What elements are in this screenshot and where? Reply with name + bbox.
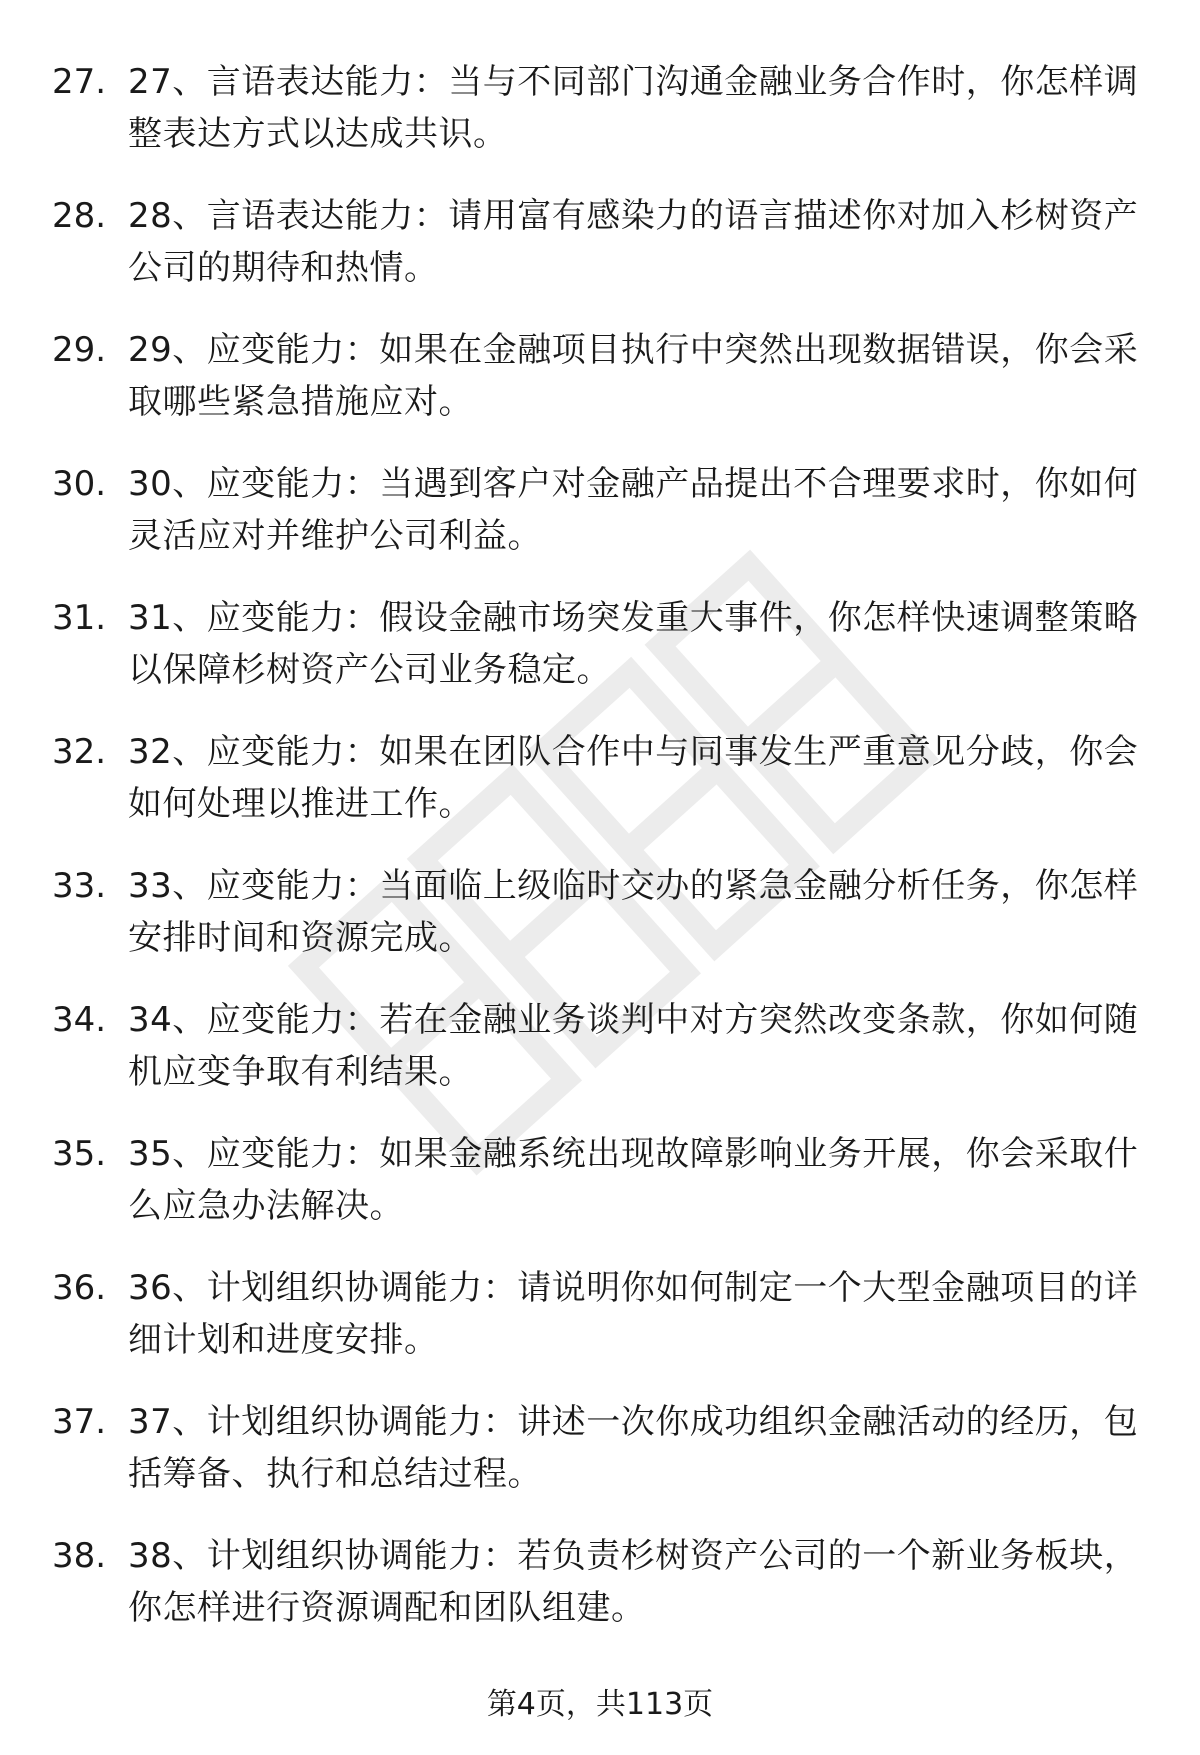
question-text: 36、计划组织协调能力：请说明你如何制定一个大型金融项目的详细计划和进度安排。 [128,1268,1139,1360]
question-text: 38、计划组织协调能力：若负责杉树资产公司的一个新业务板块，你怎样进行资源调配和团队组建。 [128,1536,1139,1628]
question-number: 28. [52,196,107,236]
question-item [0,1396,1200,1530]
question-number: 30. [52,464,107,504]
question-item [0,458,1200,592]
question-text: 32、应变能力：如果在团队合作中与同事发生严重意见分歧，你会如何处理以推进工作。 [128,732,1139,824]
question-text: 31、应变能力：假设金融市场突发重大事件，你怎样快速调整策略以保障杉树资产公司业务稳定。 [128,598,1139,690]
question-item [0,1530,1200,1664]
question-text: 33、应变能力：当面临上级临时交办的紧急金融分析任务，你怎样安排时间和资源完成。 [128,866,1139,958]
question-text: 30、应变能力：当遇到客户对金融产品提出不合理要求时，你如何灵活应对并维护公司利益。 [128,464,1139,556]
question-number: 35. [52,1134,107,1174]
question-list [0,56,1200,1664]
question-text: 34、应变能力：若在金融业务谈判中对方突然改变条款，你如何随机应变争取有利结果。 [128,1000,1139,1092]
question-item [0,994,1200,1128]
page-footer: 第4页，共113页 [486,1687,714,1722]
question-item [0,1262,1200,1396]
question-item [0,1128,1200,1262]
question-number: 38. [52,1536,107,1576]
question-item [0,860,1200,994]
question-item [0,592,1200,726]
question-number: 33. [52,866,107,906]
question-number: 37. [52,1402,107,1442]
question-number: 34. [52,1000,107,1040]
question-item [0,324,1200,458]
question-item [0,56,1200,190]
question-number: 29. [52,330,107,370]
question-text: 28、言语表达能力：请用富有感染力的语言描述你对加入杉树资产公司的期待和热情。 [128,196,1139,288]
question-text: 35、应变能力：如果金融系统出现故障影响业务开展，你会采取什么应急办法解决。 [128,1134,1139,1226]
question-text: 27、言语表达能力：当与不同部门沟通金融业务合作时，你怎样调整表达方式以达成共识。 [128,62,1139,154]
question-item [0,190,1200,324]
question-number: 27. [52,62,107,102]
question-number: 32. [52,732,107,772]
question-number: 31. [52,598,107,638]
question-text: 29、应变能力：如果在金融项目执行中突然出现数据错误，你会采取哪些紧急措施应对。 [128,330,1139,422]
question-number: 36. [52,1268,107,1308]
question-item [0,726,1200,860]
question-text: 37、计划组织协调能力：讲述一次你成功组织金融活动的经历，包括筹备、执行和总结过程。 [128,1402,1139,1494]
